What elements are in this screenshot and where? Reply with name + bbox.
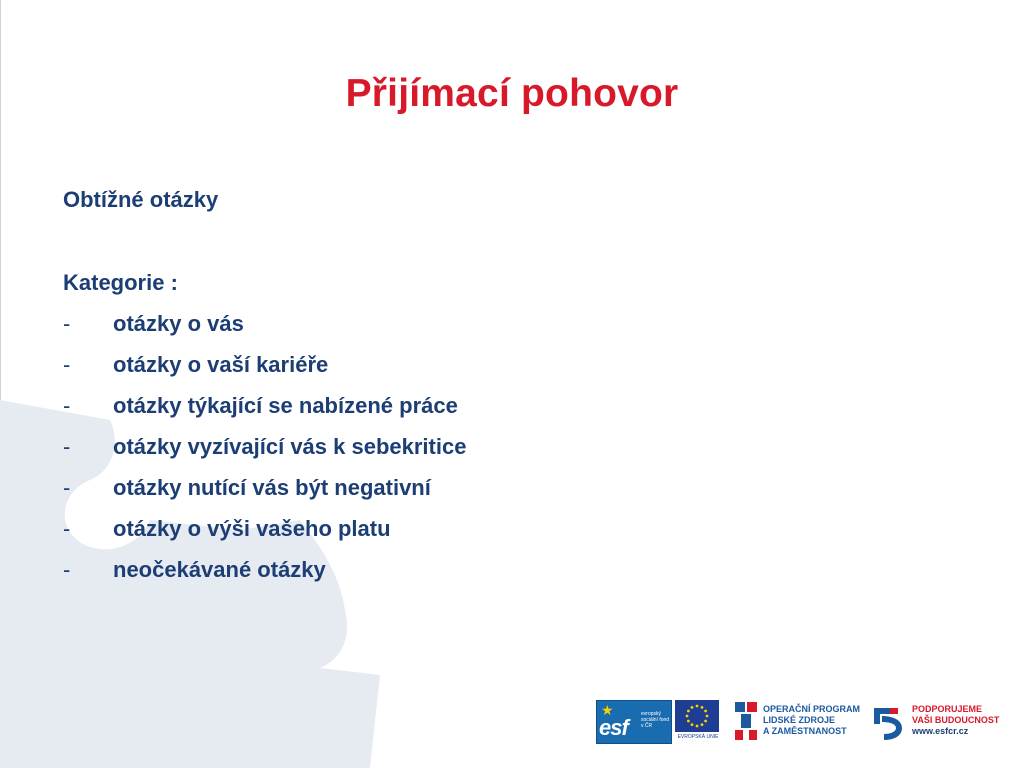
slide-subtitle: Obtížné otázky	[63, 187, 219, 212]
support-line-2: VAŠI BUDOUCNOST	[912, 715, 1000, 725]
bullet-dash: -	[63, 393, 71, 418]
bullet-text: otázky týkající se nabízené práce	[113, 393, 458, 418]
bullet-text: otázky o vaší kariéře	[113, 352, 329, 377]
bullet-dash: -	[63, 475, 71, 500]
eu-caption: EVROPSKÁ UNIE	[677, 734, 719, 740]
bullet-text: otázky o vás	[113, 311, 244, 336]
slide-title: Přijímací pohovor	[345, 72, 679, 115]
bullet-dash: -	[63, 557, 71, 582]
op-line-2: LIDSKÉ ZDROJE	[763, 715, 836, 725]
bullet-text: otázky o výši vašeho platu	[113, 516, 391, 541]
eu-flag-icon	[675, 700, 719, 732]
bullet-dash: -	[63, 434, 71, 459]
esf-logo-text: esf	[599, 715, 628, 740]
footer-logos	[596, 700, 1006, 748]
bullet-list	[63, 311, 466, 598]
support-logo-icon	[872, 704, 904, 742]
bullet-text: otázky vyzívající vás k sebekritice	[113, 434, 467, 459]
list-item	[63, 475, 466, 516]
star-icon: ★	[601, 702, 614, 718]
esf-logo-caption: evropský sociální fond v ČR	[641, 711, 670, 729]
list-item	[63, 393, 466, 434]
list-item	[63, 516, 466, 557]
esf-logo	[596, 700, 672, 744]
support-line-1: PODPORUJEME	[912, 704, 983, 714]
category-label: Kategorie :	[63, 270, 178, 295]
bullet-dash: -	[63, 311, 71, 336]
list-item	[63, 311, 466, 352]
bullet-dash: -	[63, 352, 71, 377]
list-item	[63, 557, 466, 598]
bullet-dash: -	[63, 516, 71, 541]
list-item	[63, 352, 466, 393]
op-lzz-icon	[735, 702, 757, 740]
bullet-text: otázky nutící vás být negativní	[113, 475, 431, 500]
op-program-text	[763, 704, 860, 737]
bullet-text: neočekávané otázky	[113, 557, 326, 582]
op-line-1: OPERAČNÍ PROGRAM	[763, 704, 861, 714]
support-url: www.esfcr.cz	[912, 726, 969, 736]
op-line-3: A ZAMĚSTNANOST	[763, 726, 847, 736]
list-item	[63, 434, 466, 475]
support-text	[912, 704, 999, 737]
